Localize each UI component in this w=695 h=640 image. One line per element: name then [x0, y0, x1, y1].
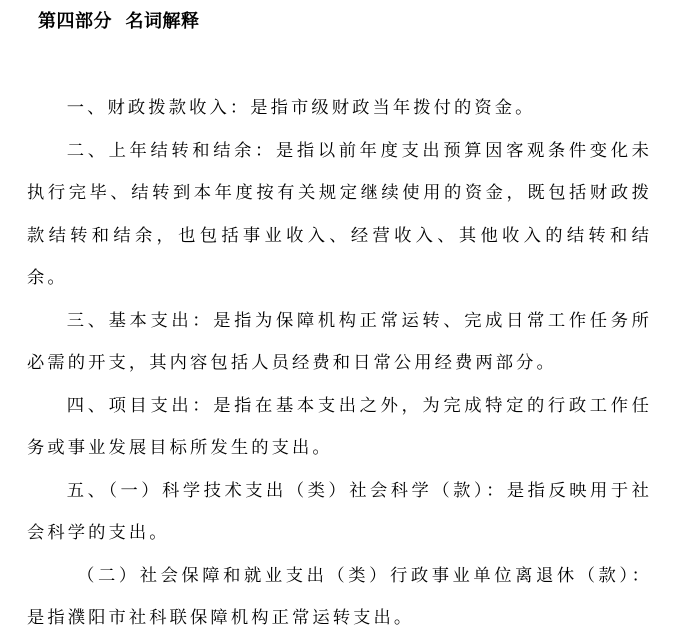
definition-paragraph-3: 三、基本支出：是指为保障机构正常运转、完成日常工作任务所必需的开支，其内容包括人员经费和日常公用经费两部分。 — [27, 310, 652, 373]
definition-paragraph-4: 四、项目支出：是指在基本支出之外，为完成特定的行政工作任务或事业发展目标所发生的支出。 — [27, 395, 652, 458]
definition-paragraph-1: 一、财政拨款收入：是指市级财政当年拨付的资金。 — [66, 98, 536, 118]
definition-paragraph-6: （二）社会保障和就业支出（类）行政事业单位离退休（款）：是指濮阳市社科联保障机构正常运转支出。 — [27, 565, 652, 628]
section-title: 第四部分 名词解释 — [38, 11, 200, 32]
definition-paragraph-5: 五、（一）科学技术支出（类）社会科学（款）：是指反映用于社会科学的支出。 — [27, 480, 652, 543]
definitions-body — [27, 87, 652, 640]
definition-paragraph-2: 二、上年结转和结余：是指以前年度支出预算因客观条件变化未执行完毕、结转到本年度按有关规定继续使用的资金，既包括财政拨款结转和结余，也包括事业收入、经营收入、其他收入的结转和结余。 — [27, 140, 652, 288]
